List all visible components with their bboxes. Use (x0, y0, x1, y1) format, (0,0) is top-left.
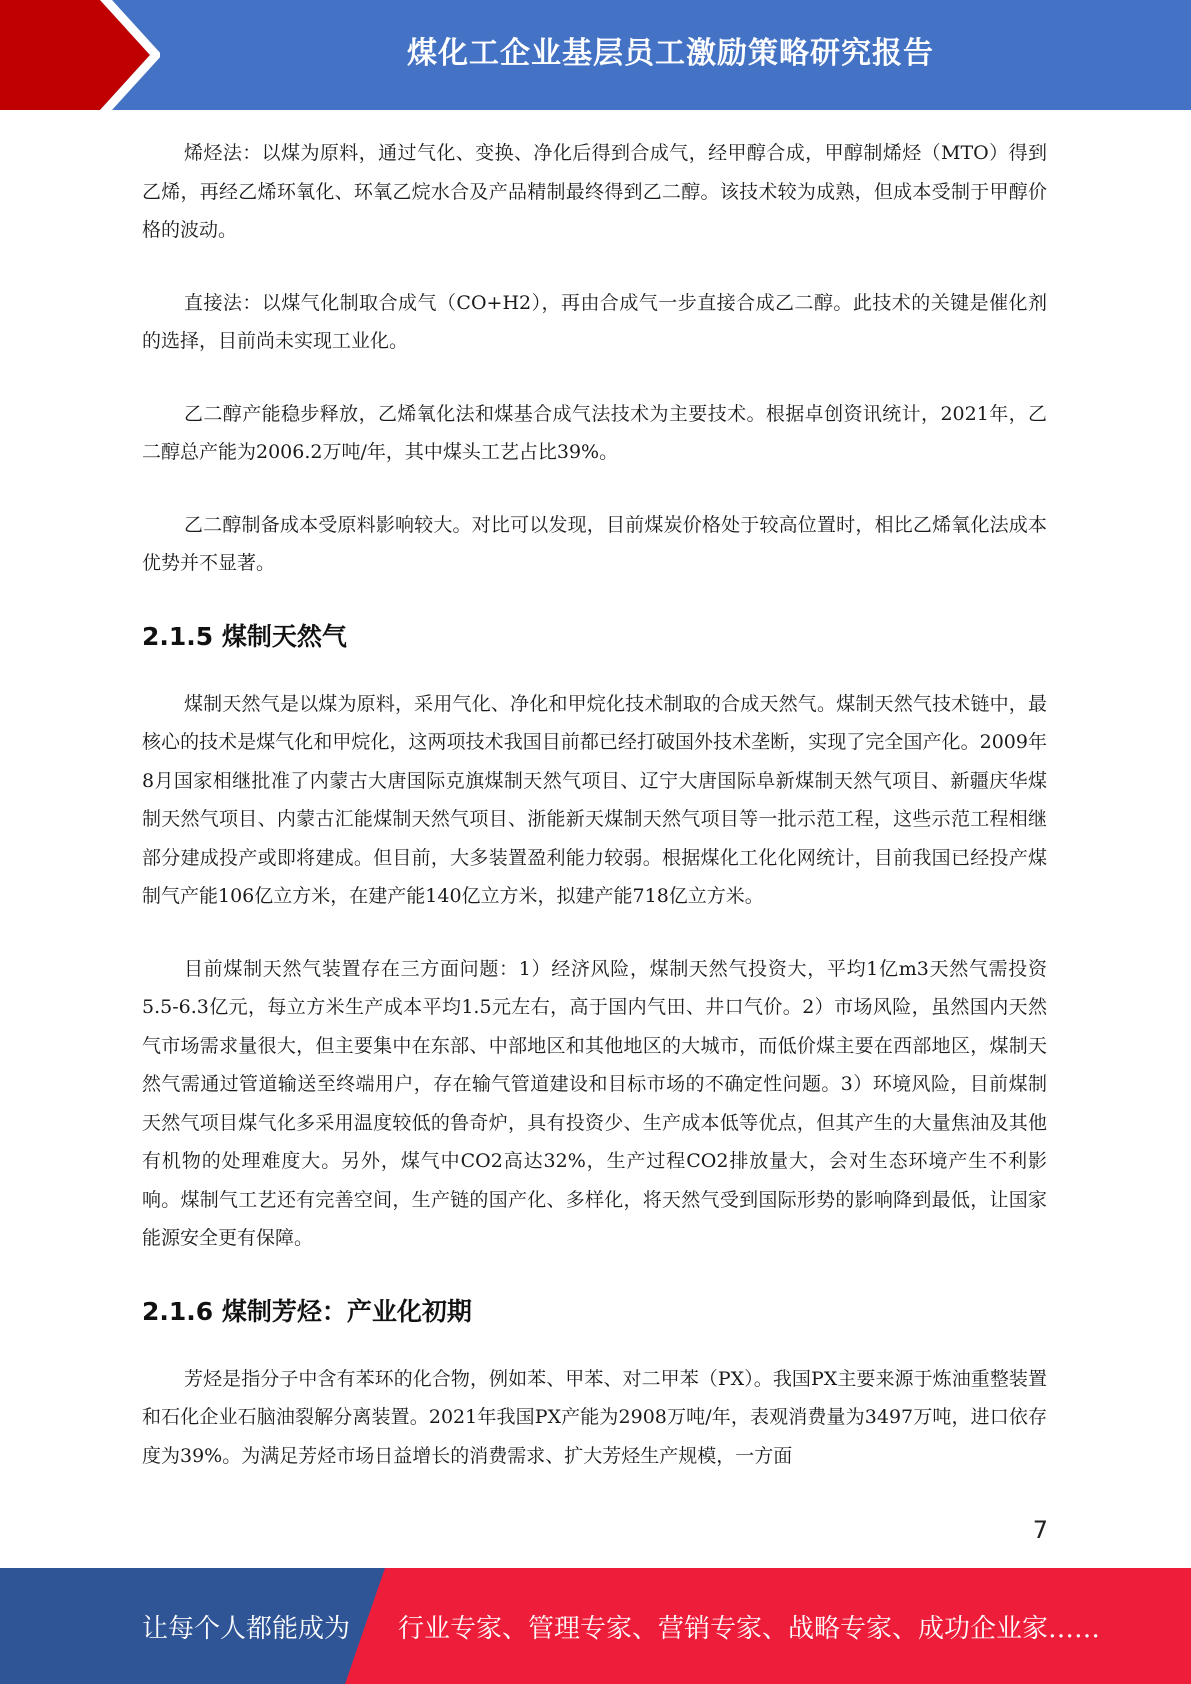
footer-slogan-left: 让每个人都能成为 (142, 1613, 351, 1644)
document-body (142, 134, 1047, 1509)
page-header (0, 0, 1191, 110)
paragraph-glycol-cost: 乙二醇制备成本受原料影响较大。对比可以发现，目前煤炭价格处于较高位置时，相比乙烯氧化法成本优势并不显著。 (142, 513, 1047, 574)
header-arrow-logo-icon (0, 0, 160, 110)
paragraph-glycol-capacity: 乙二醇产能稳步释放，乙烯氧化法和煤基合成气法技术为主要技术。根据卓创资讯统计，2021年，乙二醇总产能为2006.2万吨/年，其中煤头工艺占比39%。 (142, 402, 1047, 463)
header-title: 煤化工企业基层员工激励策略研究报告 (407, 36, 934, 71)
page-footer (0, 1568, 1191, 1684)
paragraph-direct-method: 直接法：以煤气化制取合成气（CO+H2），再由合成气一步直接合成乙二醇。此技术的关键是催化剂的选择，目前尚未实现工业化。 (142, 291, 1047, 352)
footer-slogan-right: 行业专家、管理专家、营销专家、战略专家、成功企业家…… (398, 1613, 1101, 1644)
paragraph-coal-to-gas-intro: 煤制天然气是以煤为原料，采用气化、净化和甲烷化技术制取的合成天然气。煤制天然气技术链中，最核心的技术是煤气化和甲烷化，这两项技术我国目前都已经打破国外技术垄断，实现了完全国产化。2009年8月国家相继批准了内蒙古大唐国际克旗煤制天然气项目、辽宁大唐国际阜新煤制天然气项目、新疆庆华煤制天然气项目、内蒙古汇能煤制天然气项目、浙能新天煤制天然气项目等一批示范工程，这些示范工程相继部分建成投产或即将建成。但目前，大多装置盈利能力较弱。根据煤化工化化网统计，目前我国已经投产煤制气产能106亿立方米，在建产能140亿立方米，拟建产能718亿立方米。 (142, 692, 1047, 907)
section-heading-coal-to-aromatics: 2.1.6 煤制芳烃：产业化初期 (142, 1296, 472, 1326)
section-heading-coal-to-gas: 2.1.5 煤制天然气 (142, 621, 347, 651)
paragraph-aromatics: 芳烃是指分子中含有苯环的化合物，例如苯、甲苯、对二甲苯（PX）。我国PX主要来源于炼油重整装置和石化企业石脑油裂解分离装置。2021年我国PX产能为2908万吨/年，表观消费量为3497万吨，进口依存度为39%。为满足芳烃市场日益增长的消费需求、扩大芳烃生产规模，一方面 (142, 1367, 1047, 1467)
paragraph-coal-to-gas-issues: 目前煤制天然气装置存在三方面问题：1）经济风险，煤制天然气投资大，平均1亿m3天然气需投资5.5-6.3亿元，每立方米生产成本平均1.5元左右，高于国内气田、井口气价。2）市场风险，虽然国内天然气市场需求量很大，但主要集中在东部、中部地区和其他地区的大城市，而低价煤主要在西部地区，煤制天然气需通过管道输送至终端用户，存在输气管道建设和目标市场的不确定性问题。3）环境风险，目前煤制天然气项目煤气化多采用温度较低的鲁奇炉，具有投资少、生产成本低等优点，但其产生的大量焦油及其他有机物的处理难度大。另外，煤气中CO2高达32%，生产过程CO2排放量大，会对生态环境产生不利影响。煤制气工艺还有完善空间，生产链的国产化、多样化，将天然气受到国际形势的影响降到最低，让国家能源安全更有保障。 (142, 957, 1047, 1249)
paragraph-olefin-method: 烯烃法：以煤为原料，通过气化、变换、净化后得到合成气，经甲醇合成，甲醇制烯烃（MTO）得到乙烯，再经乙烯环氧化、环氧乙烷水合及产品精制最终得到乙二醇。该技术较为成熟，但成本受制于甲醇价格的波动。 (142, 142, 1047, 241)
page-number: 7 (1032, 1516, 1048, 1544)
